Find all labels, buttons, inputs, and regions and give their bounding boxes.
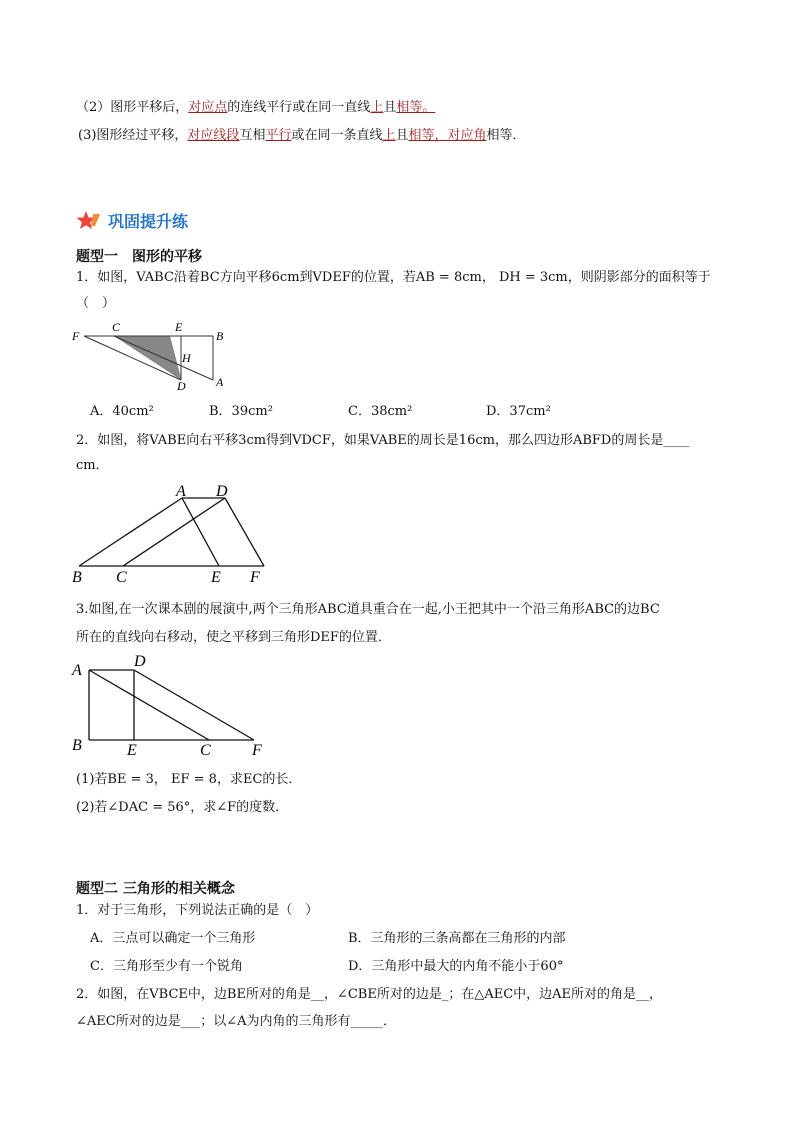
type1-heading: 题型一 图形的平移 [76,249,202,265]
q3-figure [68,650,278,758]
t2-q1-option-b[interactable]: B．三角形的三条高都在三角形的内部 [348,931,566,946]
q3-label-D: D [134,653,146,670]
q2-figure [70,480,280,586]
t2-q2-line2: ∠AEC所对的边是___；以∠A为内角的三角形有_____． [76,1014,396,1029]
t2-q1-option-d[interactable]: D．三角形中最大的内角不能小于60° [348,959,564,974]
q2-label-E: E [211,569,221,586]
q1-label-B: B [216,329,224,343]
q3-sub2: (2)若∠DAC = 56°，求∠F的度数． [76,800,289,815]
q3-sub1: (1)若BE = 3， EF = 8，求EC的长． [76,772,302,787]
q1-label-C: C [112,320,121,334]
q1-label-E: E [175,320,183,334]
section-title: 巩固提升练 [108,212,189,231]
q3-stem-line1: 3.如图,在一次课本剧的展演中,两个三角形ABC道具重合在一起,小王把其中一个沿三角形ABC的边BC [76,602,660,617]
q1-option-b[interactable]: B．39cm² [209,404,273,419]
q2-stem-line1: 2．如图，将VABE向右平移3cm得到VDCF，如果VABE的周长是16cm，那么四边形ABFD的周长是____ [76,433,690,448]
q1-shaded-region [114,336,181,380]
q3-label-B: B [72,737,82,754]
t2-q1-option-c[interactable]: C．三角形至少有一个锐角 [90,959,243,974]
q2-stem-line2: cm． [76,458,109,473]
q1-option-a[interactable]: A．40cm² [90,404,154,419]
q2-label-A: A [176,483,186,500]
t2-q1-stem: 1．对于三角形，下列说法正确的是（ ） [76,903,319,918]
q1-stem-line1: 1．如图，VABC沿着BC方向平移6cm到VDEF的位置，若AB = 8cm， DH = 3cm，则阴影部分的面积等于 [76,270,711,285]
q2-label-D: D [216,483,228,500]
type2-heading: 题型二 三角形的相关概念 [76,881,235,897]
note-3: (3)图形经过平移，对应线段互相平行或在同一条直线上且相等，对应角相等． [78,128,526,143]
q3-stem-line2: 所在的直线向右移动，使之平移到三角形DEF的位置． [76,630,391,645]
q2-label-B: B [72,569,82,586]
section-header [76,209,188,232]
q3-label-E: E [127,742,137,758]
t2-q2-line1: 2．如图，在VBCE中，边BE所对的角是__，∠CBE所对的边是_；在△AEC中，边AE所对的角是__， [76,987,663,1002]
q2-label-F: F [250,569,260,586]
q1-figure [70,318,240,394]
q3-label-F: F [252,742,262,758]
q1-option-c[interactable]: C．38cm² [348,404,413,419]
q1-label-A: A [216,375,224,389]
t2-q1-option-a[interactable]: A．三点可以确定一个三角形 [90,931,256,946]
q1-stem-line2: （ ） [76,296,116,311]
q1-label-H: H [182,351,191,365]
star-icon [76,210,102,232]
note-2: （2）图形平移后，对应点的连线平行或在同一直线上且相等。 [76,100,436,115]
q1-label-D: D [177,379,186,393]
q1-label-F: F [72,329,80,343]
q1-option-d[interactable]: D．37cm² [486,404,551,419]
q3-label-A: A [72,662,82,679]
q3-label-C: C [200,742,211,758]
q2-label-C: C [116,569,127,586]
